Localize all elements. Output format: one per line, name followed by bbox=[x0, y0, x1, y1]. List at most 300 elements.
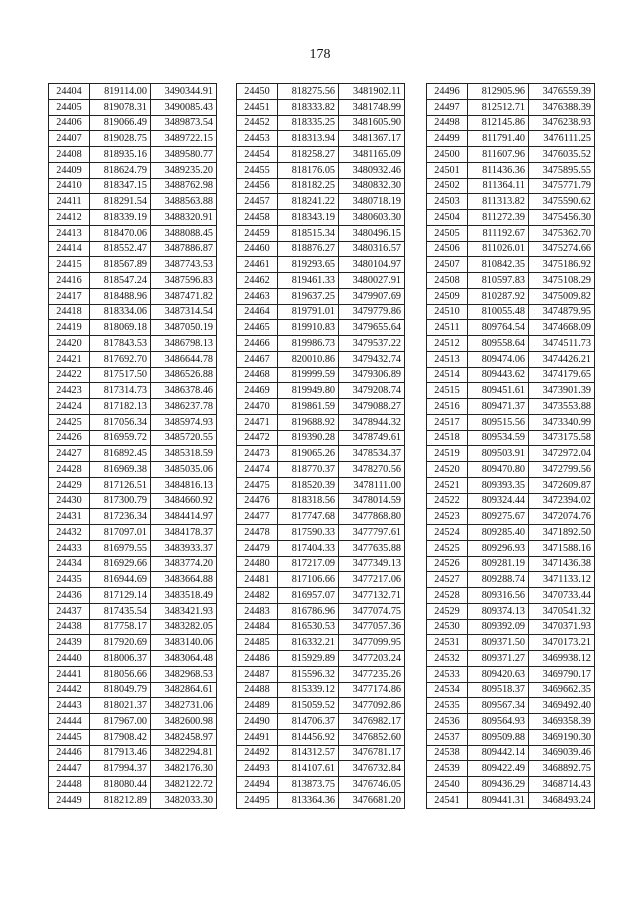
table-row bbox=[49, 682, 217, 698]
y-coordinate: 3477235.26 bbox=[339, 666, 405, 682]
y-coordinate: 3480316.57 bbox=[339, 241, 405, 257]
table-row bbox=[427, 273, 595, 289]
x-coordinate: 809442.14 bbox=[468, 745, 529, 761]
x-coordinate: 816944.69 bbox=[90, 572, 151, 588]
point-number: 24462 bbox=[237, 273, 278, 289]
y-coordinate: 3480603.30 bbox=[339, 210, 405, 226]
table-row bbox=[237, 761, 405, 777]
x-coordinate: 809470.80 bbox=[468, 462, 529, 478]
y-coordinate: 3475771.79 bbox=[529, 178, 595, 194]
y-coordinate: 3476111.25 bbox=[529, 131, 595, 147]
table-row bbox=[237, 462, 405, 478]
y-coordinate: 3476746.05 bbox=[339, 777, 405, 793]
table-row bbox=[49, 761, 217, 777]
table-row bbox=[49, 383, 217, 399]
page-number: 178 bbox=[309, 47, 331, 62]
point-number: 24534 bbox=[427, 682, 468, 698]
x-coordinate: 818241.22 bbox=[278, 194, 339, 210]
point-number: 24523 bbox=[427, 509, 468, 525]
y-coordinate: 3473901.39 bbox=[529, 383, 595, 399]
x-coordinate: 818876.27 bbox=[278, 241, 339, 257]
y-coordinate: 3483933.37 bbox=[151, 540, 217, 556]
point-number: 24460 bbox=[237, 241, 278, 257]
table-body bbox=[427, 84, 595, 809]
table-row bbox=[49, 304, 217, 320]
x-coordinate: 809534.59 bbox=[468, 430, 529, 446]
table-row bbox=[237, 115, 405, 131]
x-coordinate: 818520.39 bbox=[278, 477, 339, 493]
point-number: 24408 bbox=[49, 147, 90, 163]
point-number: 24430 bbox=[49, 493, 90, 509]
table-row bbox=[427, 194, 595, 210]
point-number: 24513 bbox=[427, 351, 468, 367]
y-coordinate: 3472972.04 bbox=[529, 446, 595, 462]
x-coordinate: 817435.54 bbox=[90, 603, 151, 619]
x-coordinate: 809451.61 bbox=[468, 383, 529, 399]
point-number: 24524 bbox=[427, 525, 468, 541]
point-number: 24516 bbox=[427, 399, 468, 415]
x-coordinate: 818182.25 bbox=[278, 178, 339, 194]
point-number: 24439 bbox=[49, 635, 90, 651]
x-coordinate: 816786.96 bbox=[278, 603, 339, 619]
x-coordinate: 810597.83 bbox=[468, 273, 529, 289]
y-coordinate: 3489722.15 bbox=[151, 131, 217, 147]
x-coordinate: 818212.89 bbox=[90, 792, 151, 808]
table-row bbox=[49, 241, 217, 257]
point-number: 24412 bbox=[49, 210, 90, 226]
point-number: 24433 bbox=[49, 540, 90, 556]
table-row bbox=[237, 84, 405, 100]
x-coordinate: 809281.19 bbox=[468, 556, 529, 572]
table-row bbox=[237, 525, 405, 541]
y-coordinate: 3483064.48 bbox=[151, 651, 217, 667]
y-coordinate: 3477057.36 bbox=[339, 619, 405, 635]
table-row bbox=[427, 115, 595, 131]
x-coordinate: 809420.63 bbox=[468, 666, 529, 682]
y-coordinate: 3484414.97 bbox=[151, 509, 217, 525]
table-row bbox=[427, 336, 595, 352]
x-coordinate: 810842.35 bbox=[468, 257, 529, 273]
x-coordinate: 818515.34 bbox=[278, 225, 339, 241]
table-row bbox=[237, 572, 405, 588]
point-number: 24477 bbox=[237, 509, 278, 525]
y-coordinate: 3481605.90 bbox=[339, 115, 405, 131]
x-coordinate: 815339.12 bbox=[278, 682, 339, 698]
point-number: 24431 bbox=[49, 509, 90, 525]
x-coordinate: 818056.66 bbox=[90, 666, 151, 682]
y-coordinate: 3482458.97 bbox=[151, 729, 217, 745]
x-coordinate: 809443.62 bbox=[468, 367, 529, 383]
x-coordinate: 809509.88 bbox=[468, 729, 529, 745]
point-number: 24528 bbox=[427, 588, 468, 604]
table-row bbox=[237, 383, 405, 399]
y-coordinate: 3480718.19 bbox=[339, 194, 405, 210]
table-row bbox=[49, 729, 217, 745]
point-number: 24517 bbox=[427, 414, 468, 430]
point-number: 24458 bbox=[237, 210, 278, 226]
point-number: 24407 bbox=[49, 131, 90, 147]
x-coordinate: 819293.65 bbox=[278, 257, 339, 273]
y-coordinate: 3487886.87 bbox=[151, 241, 217, 257]
x-coordinate: 817404.33 bbox=[278, 540, 339, 556]
table-row bbox=[237, 430, 405, 446]
point-number: 24496 bbox=[427, 84, 468, 100]
x-coordinate: 817920.69 bbox=[90, 635, 151, 651]
point-number: 24463 bbox=[237, 288, 278, 304]
x-coordinate: 819390.28 bbox=[278, 430, 339, 446]
point-number: 24493 bbox=[237, 761, 278, 777]
table-row bbox=[49, 572, 217, 588]
x-coordinate: 809515.56 bbox=[468, 414, 529, 430]
x-coordinate: 818935.16 bbox=[90, 147, 151, 163]
y-coordinate: 3477217.06 bbox=[339, 572, 405, 588]
y-coordinate: 3490085.43 bbox=[151, 99, 217, 115]
x-coordinate: 812512.71 bbox=[468, 99, 529, 115]
table-row bbox=[237, 414, 405, 430]
point-number: 24512 bbox=[427, 336, 468, 352]
point-number: 24514 bbox=[427, 367, 468, 383]
table-row bbox=[427, 635, 595, 651]
y-coordinate: 3483774.20 bbox=[151, 556, 217, 572]
table-body bbox=[49, 84, 217, 809]
table-row bbox=[49, 210, 217, 226]
x-coordinate: 809503.91 bbox=[468, 446, 529, 462]
y-coordinate: 3484178.37 bbox=[151, 525, 217, 541]
y-coordinate: 3478270.56 bbox=[339, 462, 405, 478]
x-coordinate: 817758.17 bbox=[90, 619, 151, 635]
table-row bbox=[427, 666, 595, 682]
table-row bbox=[49, 698, 217, 714]
point-number: 24520 bbox=[427, 462, 468, 478]
x-coordinate: 817129.14 bbox=[90, 588, 151, 604]
y-coordinate: 3478111.00 bbox=[339, 477, 405, 493]
x-coordinate: 816959.72 bbox=[90, 430, 151, 446]
x-coordinate: 809371.50 bbox=[468, 635, 529, 651]
x-coordinate: 818770.37 bbox=[278, 462, 339, 478]
point-number: 24479 bbox=[237, 540, 278, 556]
point-number: 24410 bbox=[49, 178, 90, 194]
y-coordinate: 3473175.58 bbox=[529, 430, 595, 446]
table-row bbox=[237, 745, 405, 761]
point-number: 24446 bbox=[49, 745, 90, 761]
point-number: 24455 bbox=[237, 162, 278, 178]
table-row bbox=[49, 462, 217, 478]
point-number: 24527 bbox=[427, 572, 468, 588]
y-coordinate: 3475362.70 bbox=[529, 225, 595, 241]
y-coordinate: 3489580.77 bbox=[151, 147, 217, 163]
x-coordinate: 819066.49 bbox=[90, 115, 151, 131]
point-number: 24485 bbox=[237, 635, 278, 651]
x-coordinate: 818318.56 bbox=[278, 493, 339, 509]
y-coordinate: 3484660.92 bbox=[151, 493, 217, 509]
point-number: 24456 bbox=[237, 178, 278, 194]
point-number: 24421 bbox=[49, 351, 90, 367]
y-coordinate: 3477797.61 bbox=[339, 525, 405, 541]
table-row bbox=[49, 556, 217, 572]
table-row bbox=[237, 99, 405, 115]
y-coordinate: 3477174.86 bbox=[339, 682, 405, 698]
point-number: 24406 bbox=[49, 115, 90, 131]
y-coordinate: 3475456.30 bbox=[529, 210, 595, 226]
y-coordinate: 3469790.17 bbox=[529, 666, 595, 682]
x-coordinate: 813873.75 bbox=[278, 777, 339, 793]
point-number: 24497 bbox=[427, 99, 468, 115]
x-coordinate: 815596.32 bbox=[278, 666, 339, 682]
table-row bbox=[49, 714, 217, 730]
y-coordinate: 3469358.39 bbox=[529, 714, 595, 730]
y-coordinate: 3481902.11 bbox=[339, 84, 405, 100]
x-coordinate: 817097.01 bbox=[90, 525, 151, 541]
point-number: 24465 bbox=[237, 320, 278, 336]
table-row bbox=[49, 588, 217, 604]
point-number: 24426 bbox=[49, 430, 90, 446]
y-coordinate: 3486237.78 bbox=[151, 399, 217, 415]
table-row bbox=[427, 729, 595, 745]
y-coordinate: 3479537.22 bbox=[339, 336, 405, 352]
point-number: 24445 bbox=[49, 729, 90, 745]
x-coordinate: 816969.38 bbox=[90, 462, 151, 478]
y-coordinate: 3482864.61 bbox=[151, 682, 217, 698]
x-coordinate: 817908.42 bbox=[90, 729, 151, 745]
table-row bbox=[49, 99, 217, 115]
point-number: 24532 bbox=[427, 651, 468, 667]
table-row bbox=[427, 698, 595, 714]
table-row bbox=[237, 273, 405, 289]
x-coordinate: 817843.53 bbox=[90, 336, 151, 352]
point-number: 24481 bbox=[237, 572, 278, 588]
point-number: 24414 bbox=[49, 241, 90, 257]
y-coordinate: 3476559.39 bbox=[529, 84, 595, 100]
x-coordinate: 818291.54 bbox=[90, 194, 151, 210]
table-body bbox=[237, 84, 405, 809]
point-number: 24490 bbox=[237, 714, 278, 730]
x-coordinate: 815929.89 bbox=[278, 651, 339, 667]
table-row bbox=[427, 210, 595, 226]
x-coordinate: 818258.27 bbox=[278, 147, 339, 163]
point-number: 24522 bbox=[427, 493, 468, 509]
table-row bbox=[427, 320, 595, 336]
x-coordinate: 811436.36 bbox=[468, 162, 529, 178]
x-coordinate: 818624.79 bbox=[90, 162, 151, 178]
x-coordinate: 819861.59 bbox=[278, 399, 339, 415]
x-coordinate: 811313.82 bbox=[468, 194, 529, 210]
point-number: 24506 bbox=[427, 241, 468, 257]
table-row bbox=[49, 619, 217, 635]
x-coordinate: 817913.46 bbox=[90, 745, 151, 761]
x-coordinate: 809567.34 bbox=[468, 698, 529, 714]
x-coordinate: 809285.40 bbox=[468, 525, 529, 541]
x-coordinate: 816979.55 bbox=[90, 540, 151, 556]
point-number: 24502 bbox=[427, 178, 468, 194]
table-row bbox=[237, 509, 405, 525]
table-row bbox=[237, 651, 405, 667]
y-coordinate: 3470733.44 bbox=[529, 588, 595, 604]
x-coordinate: 814107.61 bbox=[278, 761, 339, 777]
point-number: 24484 bbox=[237, 619, 278, 635]
y-coordinate: 3475895.55 bbox=[529, 162, 595, 178]
y-coordinate: 3479907.69 bbox=[339, 288, 405, 304]
point-number: 24475 bbox=[237, 477, 278, 493]
point-number: 24436 bbox=[49, 588, 90, 604]
point-number: 24538 bbox=[427, 745, 468, 761]
point-number: 24521 bbox=[427, 477, 468, 493]
x-coordinate: 819688.92 bbox=[278, 414, 339, 430]
point-number: 24424 bbox=[49, 399, 90, 415]
x-coordinate: 818313.94 bbox=[278, 131, 339, 147]
x-coordinate: 818006.37 bbox=[90, 651, 151, 667]
point-number: 24450 bbox=[237, 84, 278, 100]
point-number: 24540 bbox=[427, 777, 468, 793]
y-coordinate: 3485720.55 bbox=[151, 430, 217, 446]
table-row bbox=[427, 304, 595, 320]
x-coordinate: 817517.50 bbox=[90, 367, 151, 383]
y-coordinate: 3486378.46 bbox=[151, 383, 217, 399]
point-number: 24469 bbox=[237, 383, 278, 399]
point-number: 24427 bbox=[49, 446, 90, 462]
y-coordinate: 3476852.60 bbox=[339, 729, 405, 745]
table-row bbox=[237, 178, 405, 194]
point-number: 24438 bbox=[49, 619, 90, 635]
x-coordinate: 809764.54 bbox=[468, 320, 529, 336]
point-number: 24507 bbox=[427, 257, 468, 273]
x-coordinate: 817314.73 bbox=[90, 383, 151, 399]
table-row bbox=[427, 603, 595, 619]
x-coordinate: 809422.49 bbox=[468, 761, 529, 777]
point-number: 24537 bbox=[427, 729, 468, 745]
point-number: 24510 bbox=[427, 304, 468, 320]
y-coordinate: 3482600.98 bbox=[151, 714, 217, 730]
y-coordinate: 3480932.46 bbox=[339, 162, 405, 178]
x-coordinate: 819949.80 bbox=[278, 383, 339, 399]
x-coordinate: 809471.37 bbox=[468, 399, 529, 415]
table-row bbox=[427, 446, 595, 462]
y-coordinate: 3482968.53 bbox=[151, 666, 217, 682]
y-coordinate: 3486798.13 bbox=[151, 336, 217, 352]
table-row bbox=[427, 399, 595, 415]
point-number: 24413 bbox=[49, 225, 90, 241]
table-row bbox=[49, 115, 217, 131]
table-row bbox=[49, 777, 217, 793]
x-coordinate: 815059.52 bbox=[278, 698, 339, 714]
point-number: 24501 bbox=[427, 162, 468, 178]
y-coordinate: 3482033.30 bbox=[151, 792, 217, 808]
table-row bbox=[49, 131, 217, 147]
point-number: 24468 bbox=[237, 367, 278, 383]
y-coordinate: 3486526.88 bbox=[151, 367, 217, 383]
y-coordinate: 3479088.27 bbox=[339, 399, 405, 415]
point-number: 24486 bbox=[237, 651, 278, 667]
table-row bbox=[237, 288, 405, 304]
table-row bbox=[427, 588, 595, 604]
point-number: 24476 bbox=[237, 493, 278, 509]
point-number: 24539 bbox=[427, 761, 468, 777]
point-number: 24515 bbox=[427, 383, 468, 399]
x-coordinate: 817590.33 bbox=[278, 525, 339, 541]
y-coordinate: 3477074.75 bbox=[339, 603, 405, 619]
y-coordinate: 3481165.09 bbox=[339, 147, 405, 163]
y-coordinate: 3482731.06 bbox=[151, 698, 217, 714]
x-coordinate: 816530.53 bbox=[278, 619, 339, 635]
table-row bbox=[427, 351, 595, 367]
y-coordinate: 3469662.35 bbox=[529, 682, 595, 698]
point-number: 24429 bbox=[49, 477, 90, 493]
y-coordinate: 3480027.91 bbox=[339, 273, 405, 289]
table-row bbox=[49, 147, 217, 163]
y-coordinate: 3475186.92 bbox=[529, 257, 595, 273]
y-coordinate: 3468714.43 bbox=[529, 777, 595, 793]
x-coordinate: 814706.37 bbox=[278, 714, 339, 730]
point-number: 24457 bbox=[237, 194, 278, 210]
point-number: 24441 bbox=[49, 666, 90, 682]
point-number: 24417 bbox=[49, 288, 90, 304]
table-row bbox=[237, 257, 405, 273]
table-row bbox=[49, 792, 217, 808]
table-row bbox=[49, 336, 217, 352]
x-coordinate: 817692.70 bbox=[90, 351, 151, 367]
x-coordinate: 818080.44 bbox=[90, 777, 151, 793]
y-coordinate: 3470173.21 bbox=[529, 635, 595, 651]
table-row bbox=[237, 588, 405, 604]
table-row bbox=[427, 777, 595, 793]
y-coordinate: 3486644.78 bbox=[151, 351, 217, 367]
point-number: 24478 bbox=[237, 525, 278, 541]
y-coordinate: 3474668.09 bbox=[529, 320, 595, 336]
x-coordinate: 818488.96 bbox=[90, 288, 151, 304]
y-coordinate: 3476781.17 bbox=[339, 745, 405, 761]
y-coordinate: 3477349.13 bbox=[339, 556, 405, 572]
table-row bbox=[427, 178, 595, 194]
y-coordinate: 3488320.91 bbox=[151, 210, 217, 226]
x-coordinate: 820010.86 bbox=[278, 351, 339, 367]
coordinate-table-3 bbox=[426, 83, 595, 809]
x-coordinate: 819114.00 bbox=[90, 84, 151, 100]
y-coordinate: 3469190.30 bbox=[529, 729, 595, 745]
point-number: 24541 bbox=[427, 792, 468, 808]
y-coordinate: 3470541.32 bbox=[529, 603, 595, 619]
point-number: 24480 bbox=[237, 556, 278, 572]
table-row bbox=[49, 367, 217, 383]
point-number: 24453 bbox=[237, 131, 278, 147]
point-number: 24472 bbox=[237, 430, 278, 446]
y-coordinate: 3487050.19 bbox=[151, 320, 217, 336]
y-coordinate: 3483664.88 bbox=[151, 572, 217, 588]
y-coordinate: 3478749.61 bbox=[339, 430, 405, 446]
table-row bbox=[49, 745, 217, 761]
x-coordinate: 811791.40 bbox=[468, 131, 529, 147]
x-coordinate: 810287.92 bbox=[468, 288, 529, 304]
x-coordinate: 809316.56 bbox=[468, 588, 529, 604]
point-number: 24503 bbox=[427, 194, 468, 210]
y-coordinate: 3488762.98 bbox=[151, 178, 217, 194]
point-number: 24492 bbox=[237, 745, 278, 761]
table-row bbox=[427, 414, 595, 430]
table-row bbox=[49, 257, 217, 273]
point-number: 24489 bbox=[237, 698, 278, 714]
y-coordinate: 3477092.86 bbox=[339, 698, 405, 714]
y-coordinate: 3469938.12 bbox=[529, 651, 595, 667]
point-number: 24519 bbox=[427, 446, 468, 462]
point-number: 24504 bbox=[427, 210, 468, 226]
point-number: 24464 bbox=[237, 304, 278, 320]
table-row bbox=[237, 210, 405, 226]
point-number: 24416 bbox=[49, 273, 90, 289]
y-coordinate: 3471588.16 bbox=[529, 540, 595, 556]
y-coordinate: 3477868.80 bbox=[339, 509, 405, 525]
y-coordinate: 3476035.52 bbox=[529, 147, 595, 163]
table-row bbox=[237, 399, 405, 415]
table-row bbox=[427, 714, 595, 730]
table-row bbox=[49, 666, 217, 682]
